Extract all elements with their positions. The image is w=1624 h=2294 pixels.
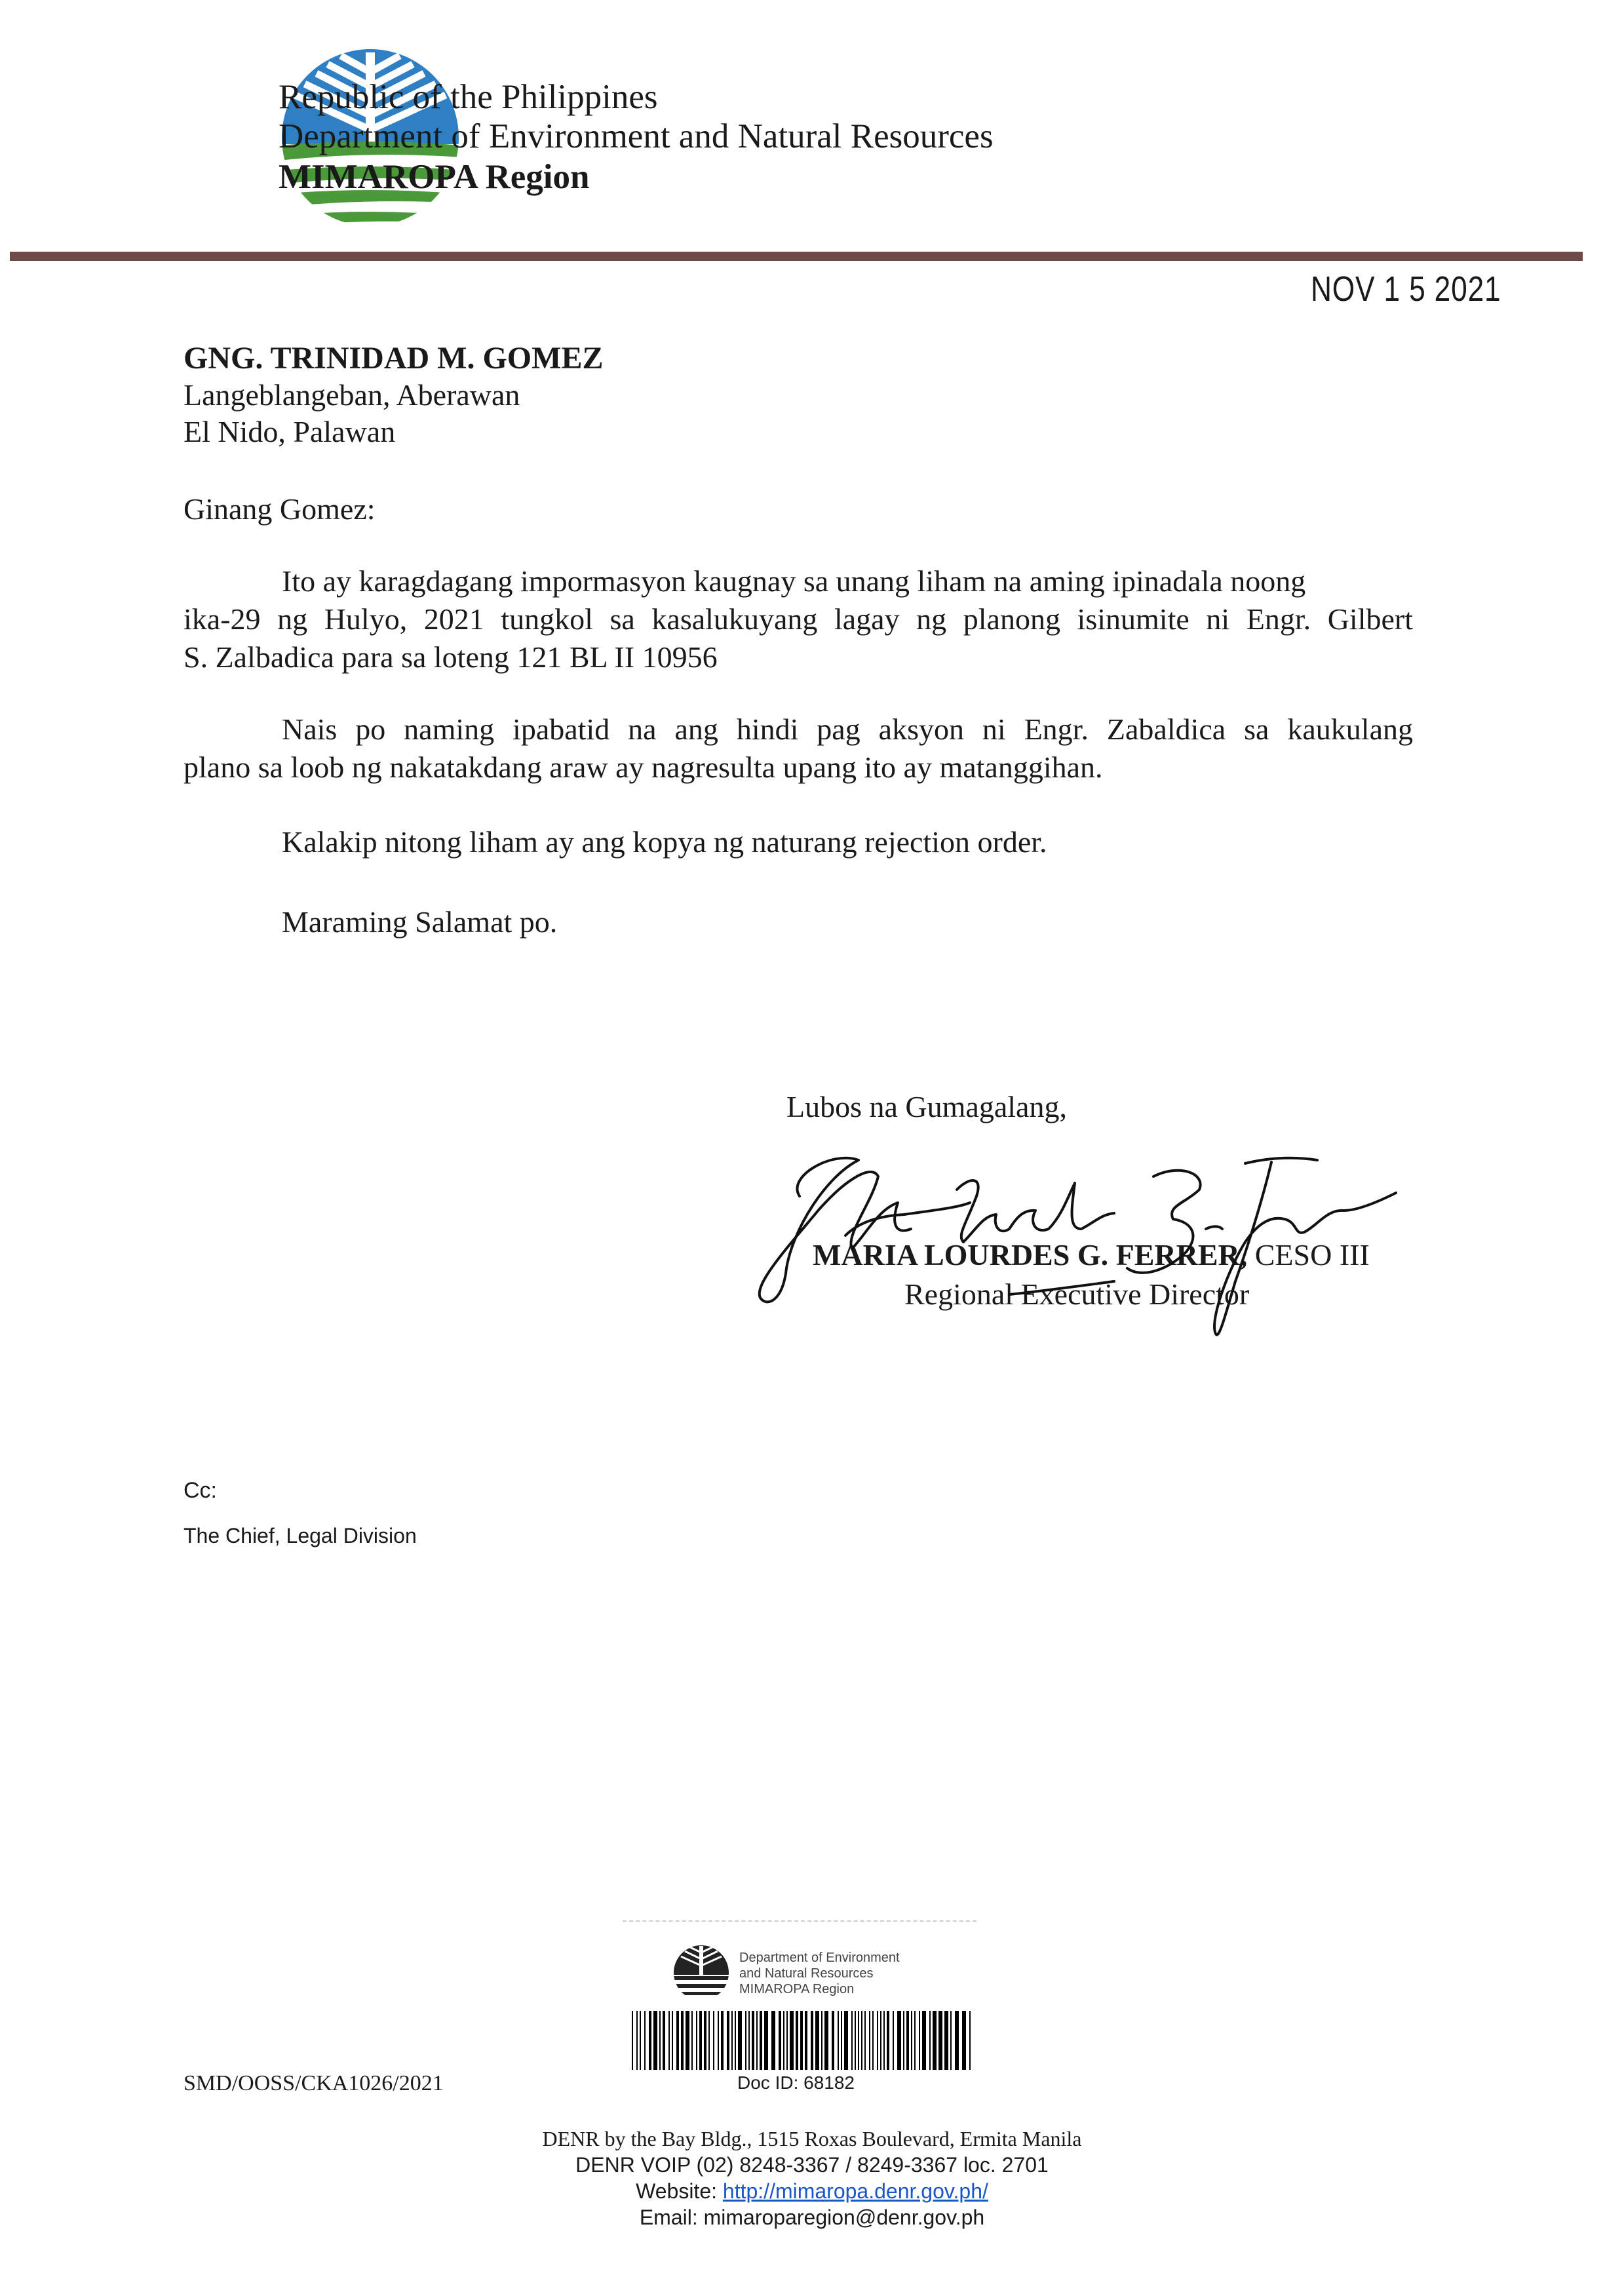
footer-email: Email: mimaroparegion@denr.gov.ph <box>639 2206 985 2229</box>
barcode-bar <box>764 2011 768 2070</box>
barcode-bar <box>906 2011 909 2070</box>
barcode-bar <box>877 2011 878 2070</box>
doc-id: Doc ID: 68182 <box>737 2072 855 2093</box>
paragraph-1-line-2: ika-29 ng Hulyo, 2021 tungkol sa kasalukuyang lagay ng planong isinumite ni Engr. Gilbert <box>184 602 1413 636</box>
barcode-bar <box>672 2011 673 2070</box>
footer-address: DENR by the Bay Bldg., 1515 Roxas Boulevard, Ermita Manila <box>542 2127 1082 2150</box>
barcode-bar <box>824 2011 828 2070</box>
barcode-bar <box>721 2011 724 2070</box>
doc-org-line1: Department of Environment <box>739 1951 900 1965</box>
handwritten-signature <box>747 1137 1409 1353</box>
barcode-bar <box>649 2011 651 2070</box>
footer-website-line <box>0 2179 1624 2204</box>
barcode-bar <box>800 2011 803 2070</box>
body-paragraph-2 <box>184 710 1413 787</box>
footer-website-link[interactable]: http://mimaropa.denr.gov.ph/ <box>722 2179 988 2203</box>
barcode-bar <box>887 2011 889 2070</box>
barcode-bar <box>632 2011 633 2070</box>
barcode-bar <box>855 2011 856 2070</box>
barcode-bar <box>869 2011 870 2070</box>
reference-code: SMD/OOSS/CKA1026/2021 <box>184 2071 444 2095</box>
barcode-bar <box>861 2011 862 2070</box>
barcode-bar <box>663 2011 665 2070</box>
barcode-bar <box>681 2011 684 2070</box>
signer-name: MARIA LOURDES G. FERRER, <box>813 1238 1248 1272</box>
barcode-bar <box>783 2011 784 2070</box>
barcode-bar <box>880 2011 881 2070</box>
barcode-bar <box>640 2011 641 2070</box>
barcode-bar <box>864 2011 866 2070</box>
barcode-bar <box>668 2011 670 2070</box>
barcode-bar <box>748 2011 750 2070</box>
barcode-bar <box>844 2011 848 2070</box>
barcode-bar <box>696 2011 697 2070</box>
barcode-bar <box>731 2011 733 2070</box>
barcode-bar <box>805 2011 807 2070</box>
footer-voip: DENR VOIP (02) 8248-3367 / 8249-3367 loc. 2701 <box>575 2153 1049 2177</box>
barcode-bar <box>851 2011 853 2070</box>
barcode-bar <box>756 2011 758 2070</box>
barcode-bar <box>727 2011 729 2070</box>
barcode-bar <box>832 2011 834 2070</box>
barcode-bar <box>653 2011 657 2070</box>
barcode-bar <box>955 2011 959 2070</box>
barcode-bar <box>659 2011 661 2070</box>
barcode-bar <box>708 2011 710 2070</box>
barcode-bar <box>929 2011 931 2070</box>
cc-label: Cc: <box>184 1478 217 1503</box>
doc-org-line2: and Natural Resources <box>739 1966 874 1981</box>
barcode-bar <box>771 2011 775 2070</box>
header-divider <box>10 252 1583 261</box>
barcode-bar <box>718 2011 719 2070</box>
barcode-bar <box>893 2011 894 2070</box>
barcode-bar <box>938 2011 942 2070</box>
barcode-bar <box>796 2011 798 2070</box>
document-barcode <box>629 2011 976 2070</box>
barcode-bar <box>883 2011 885 2070</box>
signer-title: Regional Executive Director <box>904 1277 1250 1311</box>
barcode-bar <box>713 2011 714 2070</box>
denr-mini-logo <box>672 1943 731 2002</box>
barcode-bar <box>911 2011 912 2070</box>
body-paragraph-3: Kalakip nitong liham ay ang kopya ng naturang rejection order. <box>282 825 1047 859</box>
barcode-bar <box>914 2011 916 2070</box>
barcode-bar <box>969 2011 971 2070</box>
paragraph-1-line-1: Ito ay karagdagang impormasyon kaugnay sa unang liham na aming ipinadala noong <box>282 564 1306 598</box>
barcode-bar <box>897 2011 901 2070</box>
barcode-bar <box>858 2011 859 2070</box>
barcode-bar <box>745 2011 746 2070</box>
barcode-bar <box>933 2011 937 2070</box>
barcode-bar <box>790 2011 794 2070</box>
barcode-bar <box>786 2011 788 2070</box>
cc-recipient: The Chief, Legal Division <box>184 1524 417 1547</box>
doc-org-line3: MIMAROPA Region <box>739 1982 855 1996</box>
barcode-bar <box>903 2011 904 2070</box>
closing: Lubos na Gumagalang, <box>786 1090 1067 1123</box>
paragraph-2-line-2: plano sa loob ng nakatakdang araw ay nagresulta upang ito ay matanggihan. <box>184 750 1103 784</box>
barcode-bar <box>676 2011 679 2070</box>
body-paragraph-4: Maraming Salamat po. <box>282 905 558 939</box>
barcode-bar <box>686 2011 689 2070</box>
paragraph-2-line-1: Nais po naming ipabatid na ang hindi pag aksyon ni Engr. Zabaldica sa kaukulang <box>282 712 1413 746</box>
barcode-bar <box>950 2011 952 2070</box>
barcode-bar <box>838 2011 839 2070</box>
barcode-bar <box>691 2011 693 2070</box>
barcode-bar <box>704 2011 706 2070</box>
barcode-bar <box>735 2011 736 2070</box>
recipient-address-line1: Langeblangeban, Aberawan <box>184 378 520 412</box>
barcode-bar <box>944 2011 948 2070</box>
barcode-bar <box>752 2011 754 2070</box>
header-region: MIMAROPA Region <box>279 158 590 196</box>
barcode-bar <box>922 2011 926 2070</box>
barcode-bar <box>699 2011 702 2070</box>
barcode-bar <box>919 2011 920 2070</box>
barcode-bar <box>821 2011 822 2070</box>
salutation: Ginang Gomez: <box>184 492 376 526</box>
signer-suffix: CESO III <box>1247 1238 1370 1272</box>
barcode-bar <box>760 2011 762 2070</box>
recipient-address-line2: El Nido, Palawan <box>184 415 396 448</box>
barcode-bar <box>811 2011 813 2070</box>
footer-website-label: Website: <box>636 2179 723 2203</box>
barcode-bar <box>815 2011 819 2070</box>
recipient-name: GNG. TRINIDAD M. GOMEZ <box>184 341 604 376</box>
header-republic: Republic of the Philippines <box>279 78 658 116</box>
date-stamp: NOV 1 5 2021 <box>1311 269 1501 309</box>
barcode-bar <box>872 2011 874 2070</box>
barcode-bar <box>738 2011 742 2070</box>
barcode-bar <box>841 2011 842 2070</box>
body-paragraph-1 <box>184 562 1413 676</box>
barcode-bar <box>779 2011 781 2070</box>
paragraph-1-line-3: S. Zalbadica para sa loteng 121 BL II 10956 <box>184 640 718 674</box>
header-department: Department of Environment and Natural Resources <box>279 117 994 155</box>
barcode-bar <box>644 2011 646 2070</box>
barcode-bar <box>962 2011 966 2070</box>
barcode-bar <box>636 2011 638 2070</box>
